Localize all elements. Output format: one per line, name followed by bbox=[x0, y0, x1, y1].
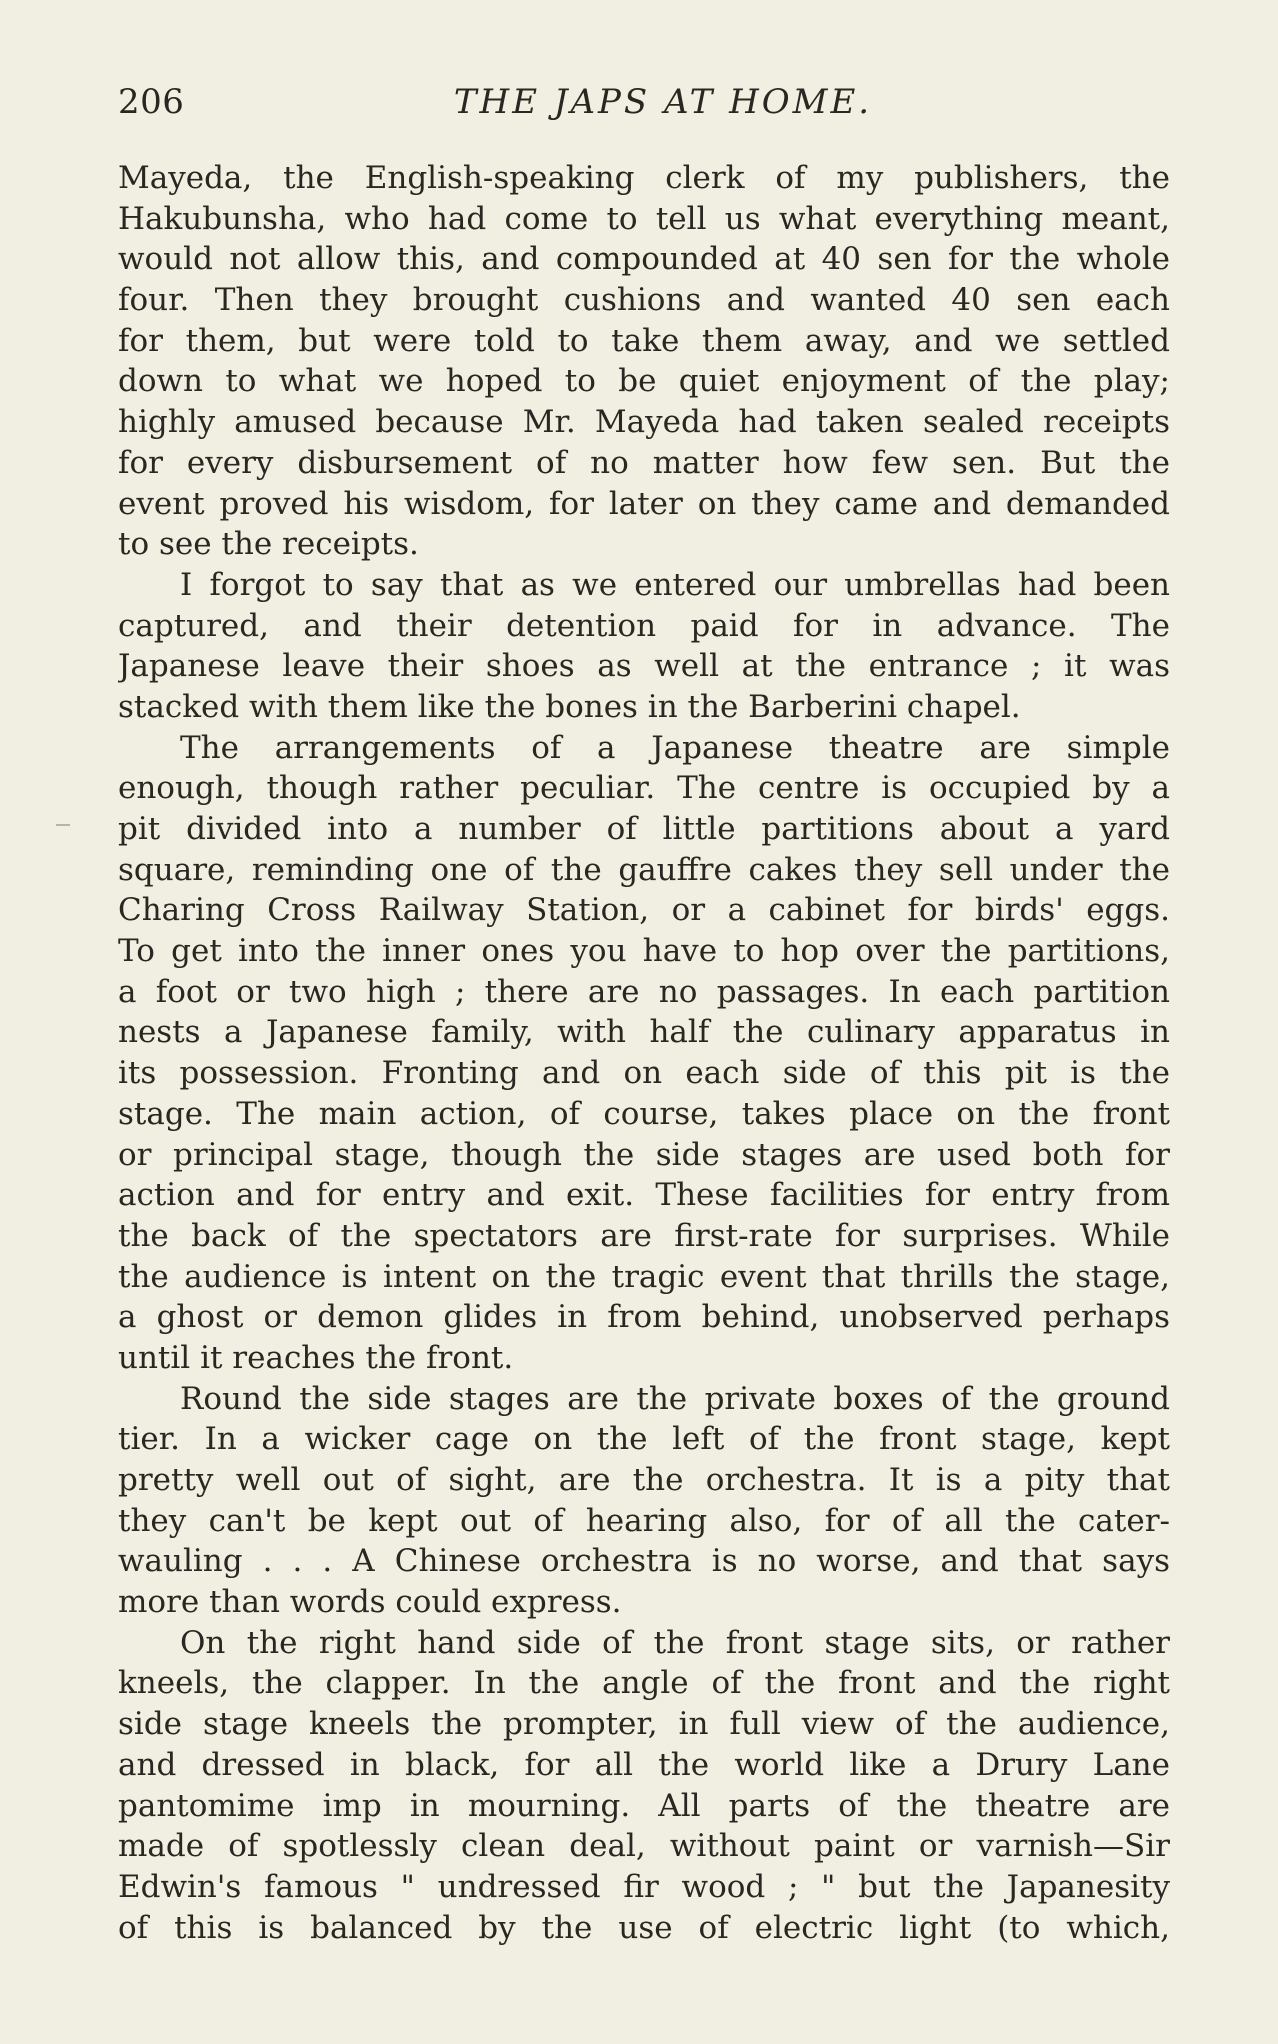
text-line: the audience is intent on the tragic event that thrills the stage, bbox=[118, 1258, 1170, 1295]
text-line: wauling . . . A Chinese orchestra is no worse, and that says bbox=[118, 1543, 1170, 1580]
text-line: nests a Japanese family, with half the culinary apparatus in bbox=[118, 1014, 1170, 1051]
text-line: stacked with them like the bones in the Barberini chapel. bbox=[118, 688, 1021, 725]
text-line: square, reminding one of the gauffre cakes they sell under the bbox=[118, 851, 1170, 888]
text-line: Mayeda, the English-speaking clerk of my publishers, the bbox=[118, 160, 1170, 196]
running-title: THE JAPS AT HOME. bbox=[453, 82, 873, 122]
text-line: kneels, the clapper. In the angle of the front and the right bbox=[118, 1665, 1170, 1702]
text-line: pretty well out of sight, are the orchestra. It is a pity that bbox=[118, 1462, 1170, 1498]
text-line: a ghost or demon glides in from behind, unobserved perhaps bbox=[118, 1299, 1170, 1336]
text-line: to see the receipts. bbox=[118, 526, 419, 563]
text-line: four. Then they brought cushions and wanted 40 sen each bbox=[118, 282, 1170, 319]
text-line: or principal stage, though the side stages are used both for bbox=[118, 1136, 1170, 1173]
text-line: Edwin's famous " undressed fir wood ; " but the Japanesity bbox=[118, 1868, 1170, 1905]
text-line: the back of the spectators are first-rate for surprises. While bbox=[118, 1217, 1170, 1254]
text-line: down to what we hoped to be quiet enjoyment of the play; bbox=[118, 363, 1170, 400]
text-line: Hakubunsha, who had come to tell us what everything meant, bbox=[118, 200, 1170, 237]
text-line: Round the side stages are the private boxes of the ground bbox=[180, 1380, 1170, 1417]
text-line: pantomime imp in mourning. All parts of the theatre are bbox=[118, 1787, 1170, 1824]
text-line: a foot or two high ; there are no passages. In each partition bbox=[118, 973, 1170, 1010]
text-line: pit divided into a number of little partitions about a yard bbox=[118, 811, 1170, 847]
text-line: action and for entry and exit. These facilities for entry from bbox=[118, 1177, 1170, 1214]
text-line: tier. In a wicker cage on the left of the front stage, kept bbox=[118, 1421, 1170, 1458]
text-line: its possession. Fronting and on each side of this pit is the bbox=[118, 1055, 1170, 1092]
margin-dash bbox=[56, 824, 70, 826]
text-line: and dressed in black, for all the world like a Drury Lane bbox=[118, 1746, 1170, 1783]
text-line: I forgot to say that as we entered our umbrellas had been bbox=[180, 566, 1170, 603]
text-line: highly amused because Mr. Mayeda had taken sealed receipts bbox=[118, 404, 1170, 441]
text-line: until it reaches the front. bbox=[118, 1339, 514, 1376]
text-line: for them, but were told to take them away, and we settled bbox=[118, 322, 1170, 359]
running-head bbox=[118, 82, 1168, 126]
page-number: 206 bbox=[118, 82, 185, 122]
text-line: side stage kneels the prompter, in full view of the audience, bbox=[118, 1706, 1170, 1743]
text-line: captured, and their detention paid for in advance. The bbox=[118, 607, 1170, 644]
text-line: made of spotlessly clean deal, without paint or varnish—Sir bbox=[118, 1828, 1170, 1865]
text-line: Charing Cross Railway Station, or a cabinet for birds' eggs. bbox=[118, 892, 1170, 929]
text-line: for every disbursement of no matter how few sen. But the bbox=[118, 444, 1170, 481]
text-line: would not allow this, and compounded at 40 sen for the whole bbox=[118, 241, 1170, 278]
text-line: On the right hand side of the front stage sits, or rather bbox=[180, 1624, 1170, 1661]
text-line: they can't be kept out of hearing also, for of all the cater- bbox=[118, 1502, 1170, 1539]
text-line: enough, though rather peculiar. The centre is occupied by a bbox=[118, 770, 1170, 807]
text-line: event proved his wisdom, for later on they came and demanded bbox=[118, 485, 1170, 522]
text-line: stage. The main action, of course, takes place on the front bbox=[118, 1095, 1170, 1132]
text-line: more than words could express. bbox=[118, 1584, 622, 1621]
body-text bbox=[118, 158, 1170, 1948]
text-line: of this is balanced by the use of electric light (to which, bbox=[118, 1909, 1170, 1946]
text-line: To get into the inner ones you have to hop over the partitions, bbox=[118, 933, 1170, 970]
text-line: The arrangements of a Japanese theatre are simple bbox=[180, 729, 1170, 766]
text-line: Japanese leave their shoes as well at the entrance ; it was bbox=[118, 648, 1170, 685]
